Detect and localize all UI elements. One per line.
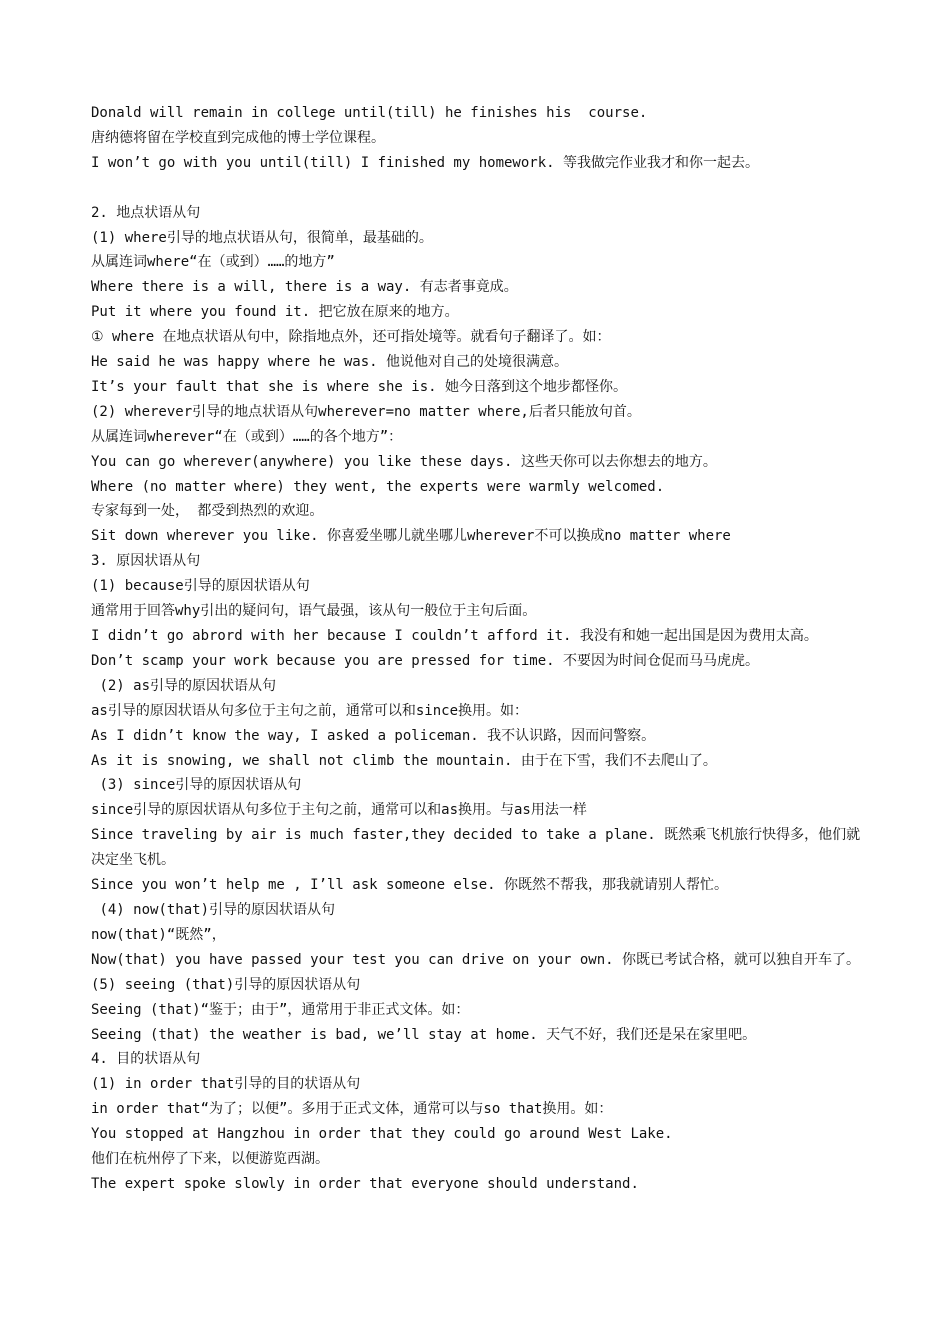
subsection-heading: (3) since引导的原因状语从句: [91, 777, 302, 794]
section-heading: 4. 目的状语从句: [91, 1051, 201, 1068]
example-sentence: Since you won’t help me , I’ll ask someone else. 你既然不帮我，那我就请别人帮忙。: [91, 877, 729, 894]
subsection-heading: (1) in order that引导的目的状语从句: [91, 1076, 361, 1093]
example-sentence: You can go wherever(anywhere) you like these days. 这些天你可以去你想去的地方。: [91, 453, 717, 470]
example-sentence: Where there is a will, there is a way. 有志者事竟成。: [91, 279, 518, 296]
text-line: I won’t go with you until(till) I finished my homework. 等我做完作业我才和你一起去。: [91, 154, 760, 171]
text-line: Seeing (that)“鉴于；由于”，通常用于非正式文体。如：: [91, 1001, 470, 1018]
example-sentence: Seeing (that) the weather is bad, we’ll stay at home. 天气不好，我们还是呆在家里吧。: [91, 1026, 757, 1043]
text-line: 从属连词where“在（或到）……的地方”: [91, 254, 335, 271]
text-line: Donald will remain in college until(till) he finishes his course.: [91, 105, 648, 121]
example-sentence: Sit down wherever you like. 你喜爱坐哪儿就坐哪儿wherever不可以换成no matter where: [91, 528, 731, 545]
example-sentence: As I didn’t know the way, I asked a policeman. 我不认识路，因而问警察。: [91, 727, 656, 744]
example-sentence: Put it where you found it. 把它放在原来的地方。: [91, 304, 459, 321]
example-sentence: It’s your fault that she is where she is. 她今日落到这个地步都怪你。: [91, 378, 628, 395]
example-sentence: Since traveling by air is much faster,they decided to take a plane. 既然乘飞机旅行快得多，他们就决定坐飞机。: [91, 827, 861, 869]
document-page: [91, 101, 866, 1197]
example-sentence: Where (no matter where) they went, the experts were warmly welcomed.: [91, 478, 665, 495]
blank-line: [91, 176, 866, 201]
example-sentence: Don’t scamp your work because you are pressed for time. 不要因为时间仓促而马马虎虎。: [91, 652, 760, 669]
text-line: as引导的原因状语从句多位于主句之前，通常可以和since换用。如：: [91, 702, 528, 719]
text-line: 唐纳德将留在学校直到完成他的博士学位课程。: [91, 129, 385, 146]
example-sentence: I didn’t go abrord with her because I couldn’t afford it. 我没有和她一起出国是因为费用太高。: [91, 628, 818, 645]
text-line: 专家每到一处， 都受到热烈的欢迎。: [91, 503, 324, 520]
subsection-heading: (1) because引导的原因状语从句: [91, 578, 310, 595]
example-sentence: He said he was happy where he was. 他说他对自己的处境很满意。: [91, 354, 569, 371]
subsection-heading: (5) seeing (that)引导的原因状语从句: [91, 976, 361, 993]
example-sentence: As it is snowing, we shall not climb the mountain. 由于在下雪，我们不去爬山了。: [91, 752, 717, 769]
subsection-heading: (4) now(that)引导的原因状语从句: [91, 901, 336, 918]
text-line: in order that“为了；以便”。多用于正式文体，通常可以与so that换用。如：: [91, 1101, 613, 1118]
subsection-heading: (1) where引导的地点状语从句，很简单，最基础的。: [91, 229, 433, 246]
text-line: since引导的原因状语从句多位于主句之前，通常可以和as换用。与as用法一样: [91, 802, 587, 819]
section-heading: 3. 原因状语从句: [91, 553, 201, 570]
text-line: now(that)“既然”，: [91, 926, 226, 943]
example-sentence: Now(that) you have passed your test you can drive on your own. 你既已考试合格，就可以独自开车了。: [91, 951, 861, 968]
section-heading: 2. 地点状语从句: [91, 204, 201, 221]
text-line: 他们在杭州停了下来，以便游览西湖。: [91, 1151, 329, 1168]
example-sentence: The expert spoke slowly in order that everyone should understand.: [91, 1175, 639, 1192]
subsection-heading: (2) wherever引导的地点状语从句wherever=no matter where,后者只能放句首。: [91, 403, 641, 420]
subsection-heading: (2) as引导的原因状语从句: [91, 677, 277, 694]
text-line: ① where 在地点状语从句中，除指地点外，还可指处境等。就看句子翻译了。如：: [91, 329, 611, 346]
text-line: 通常用于回答why引出的疑问句，语气最强，该从句一般位于主句后面。: [91, 603, 537, 620]
example-sentence: You stopped at Hangzhou in order that they could go around West Lake.: [91, 1126, 673, 1143]
text-line: 从属连词wherever“在（或到）……的各个地方”：: [91, 428, 403, 445]
